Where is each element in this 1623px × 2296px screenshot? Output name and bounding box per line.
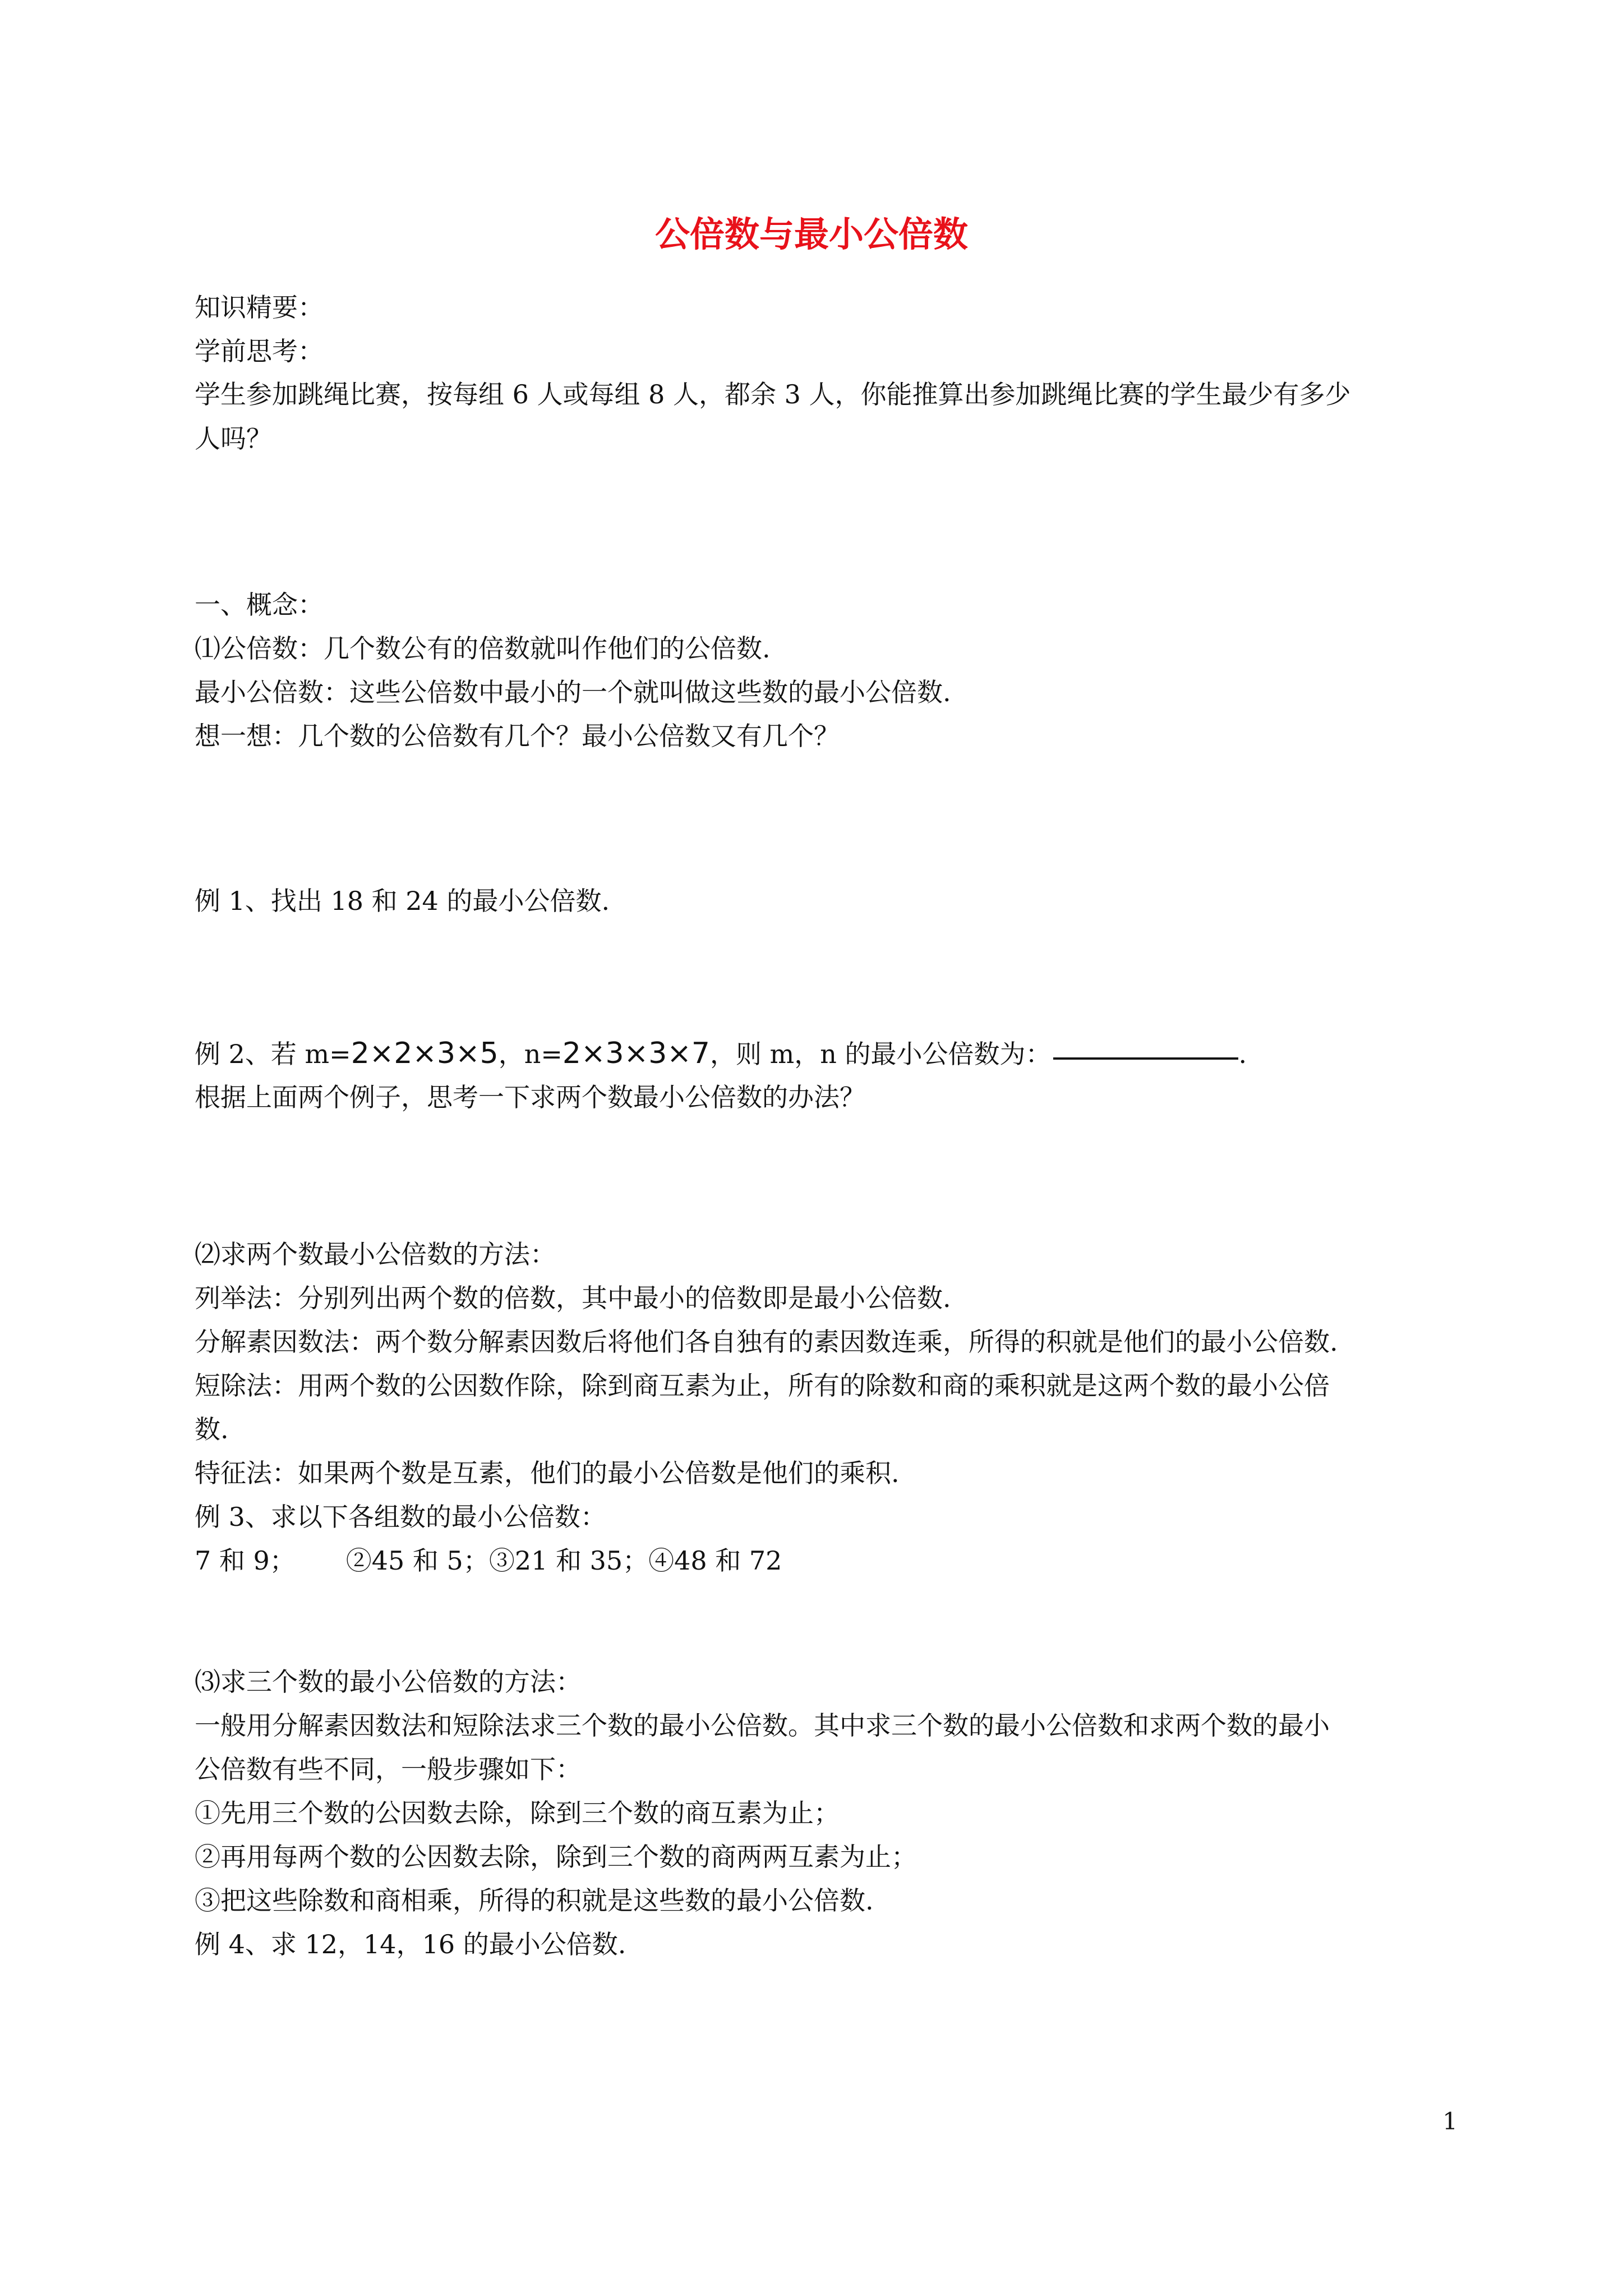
think-question: 想一想：几个数的公倍数有几个？最小公倍数又有几个？ bbox=[195, 721, 840, 751]
concept-heading: 一、概念： bbox=[195, 590, 324, 620]
three-number-general-line1: 一般用分解素因数法和短除法求三个数的最小公倍数。其中求三个数的最小公倍数和求两个数的最小 bbox=[195, 1710, 1330, 1741]
step-3: ③把这些除数和商相乘，所得的积就是这些数的最小公倍数. bbox=[195, 1885, 874, 1916]
feature-method: 特征法：如果两个数是互素，他们的最小公倍数是他们的乘积. bbox=[195, 1458, 900, 1488]
listing-method: 列举法：分别列出两个数的倍数，其中最小的倍数即是最小公倍数. bbox=[195, 1283, 951, 1313]
pre-thinking-question-line2: 人吗？ bbox=[195, 424, 272, 454]
example-2-prefix: 例 2、若 m= bbox=[195, 1039, 351, 1069]
pre-thinking-question-line1: 学生参加跳绳比赛，按每组 6 人或每组 8 人，都余 3 人，你能推算出参加跳绳比赛的学生最少有多少 bbox=[195, 379, 1351, 409]
short-division-method-line2: 数. bbox=[195, 1414, 229, 1444]
intro-heading: 知识精要： bbox=[195, 292, 324, 323]
common-multiple-definition: ⑴公倍数：几个数公有的倍数就叫作他们的公倍数. bbox=[195, 633, 771, 664]
three-number-methods-heading: ⑶求三个数的最小公倍数的方法： bbox=[195, 1667, 582, 1697]
example-2 bbox=[195, 1031, 1462, 1076]
short-division-method-line1: 短除法：用两个数的公因数作除，除到商互素为止，所有的除数和商的乘积就是这两个数的最小公倍 bbox=[195, 1370, 1330, 1401]
prime-factor-method: 分解素因数法：两个数分解素因数后将他们各自独有的素因数连乘，所得的积就是他们的最小公倍数. bbox=[195, 1327, 1338, 1357]
pre-thinking-label: 学前思考： bbox=[195, 336, 324, 366]
three-number-general-line2: 公倍数有些不同，一般步骤如下： bbox=[195, 1754, 582, 1784]
lcm-definition: 最小公倍数：这些公倍数中最小的一个就叫做这些数的最小公倍数. bbox=[195, 677, 951, 707]
page-number: 1 bbox=[1442, 2108, 1458, 2135]
example-4: 例 4、求 12，14，16 的最小公倍数. bbox=[195, 1929, 626, 1959]
step-2: ②再用每两个数的公因数去除，除到三个数的商两两互素为止； bbox=[195, 1842, 917, 1872]
example-3-groups-rest: ②45 和 5；③21 和 35；④48 和 72 bbox=[345, 1545, 782, 1576]
n-expression: 2×3×3×7 bbox=[562, 1037, 710, 1070]
page-title: 公倍数与最小公倍数 bbox=[654, 214, 968, 255]
example-3: 例 3、求以下各组数的最小公倍数： bbox=[195, 1502, 606, 1532]
example-2-middle-a: ，n= bbox=[498, 1039, 562, 1069]
example-2-middle-b: ，则 m，n 的最小公倍数为： bbox=[709, 1039, 1052, 1069]
answer-blank bbox=[1053, 1057, 1238, 1060]
two-number-methods-heading: ⑵求两个数最小公倍数的方法： bbox=[195, 1239, 556, 1269]
example-2-suffix: . bbox=[1238, 1039, 1247, 1069]
example-2-followup: 根据上面两个例子，思考一下求两个数最小公倍数的办法？ bbox=[195, 1082, 865, 1112]
m-expression: 2×2×3×5 bbox=[351, 1037, 499, 1070]
example-3-groups bbox=[195, 1538, 1462, 1583]
example-3-group-1: 7 和 9； bbox=[195, 1545, 296, 1576]
example-1: 例 1、找出 18 和 24 的最小公倍数. bbox=[195, 886, 610, 916]
step-1: ①先用三个数的公因数去除，除到三个数的商互素为止； bbox=[195, 1798, 840, 1828]
